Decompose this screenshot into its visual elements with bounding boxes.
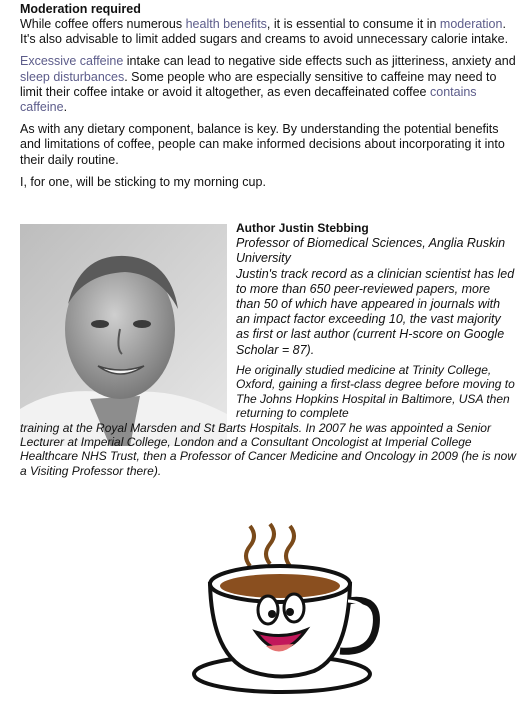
paragraph-2 xyxy=(20,54,520,115)
author-title: Author Justin Stebbing xyxy=(236,221,369,235)
p2-text-3: . xyxy=(63,100,68,115)
coffee-cup-cartoon-icon xyxy=(190,506,380,696)
moderation-link[interactable]: moderation xyxy=(439,17,503,31)
author-bio xyxy=(20,363,520,478)
p1-text-2: , it is essential to consume it in xyxy=(266,17,440,31)
sleep-disturbances-link[interactable]: sleep disturbances xyxy=(20,69,125,84)
p1-text-1: While coffee offers numerous xyxy=(20,17,186,31)
p1-text-3: . It's also advisable to limit added sugars and creams to avoid unnecessary calorie intake. xyxy=(20,17,509,47)
paragraph-4: I, for one, will be sticking to my morning cup. xyxy=(20,174,266,189)
author-role: Professor of Biomedical Sciences, Anglia Ruskin University xyxy=(236,236,506,266)
health-benefits-link[interactable]: health benefits xyxy=(185,17,267,31)
paragraph-3: As with any dietary component, balance is key. By understanding the potential benefits and limitations of coffee, people can make informed decisions about incorporating it into their daily routine. xyxy=(20,122,505,167)
author-bio-intro: He originally studied medicine at Trinity College, Oxford, gaining a first-class degree before moving to The Johns Hopkins Hospital in Baltimore, USA then returning to complete xyxy=(236,363,515,421)
excessive-caffeine-link[interactable]: Excessive caffeine xyxy=(20,54,124,69)
contains-caffeine-link[interactable]: contains caffeine xyxy=(20,84,477,115)
p2-text-1: intake can lead to negative side effects such as jitteriness, anxiety and xyxy=(123,54,516,69)
section-heading: Moderation required xyxy=(20,2,141,16)
author-box xyxy=(236,221,516,358)
p2-text-2: . Some people who are especially sensitive to caffeine may need to limit their coffee intake or avoid it altogether, as even decaffeinated coffee xyxy=(20,69,497,99)
article-body xyxy=(20,2,520,197)
author-record: Justin's track record as a clinician scientist has led to more than 650 peer-reviewed papers, more than 50 of which have appeared in journals with an impact factor exceeding 10, the vast majority as first or last author (current H-score on Google Scholar = 87). xyxy=(236,266,515,357)
author-bio-rest: training at the Royal Marsden and St Barts Hospitals. In 2007 he was appointed a Senior Lecturer at Imperial College, London and a Consultant Oncologist at Imperial College Healthcare NHS Trust, then a Professor of Cancer Medicine and Oncology in 2009 (he is now a Visiting Professor there). xyxy=(20,420,517,478)
paragraph-1 xyxy=(20,17,520,47)
